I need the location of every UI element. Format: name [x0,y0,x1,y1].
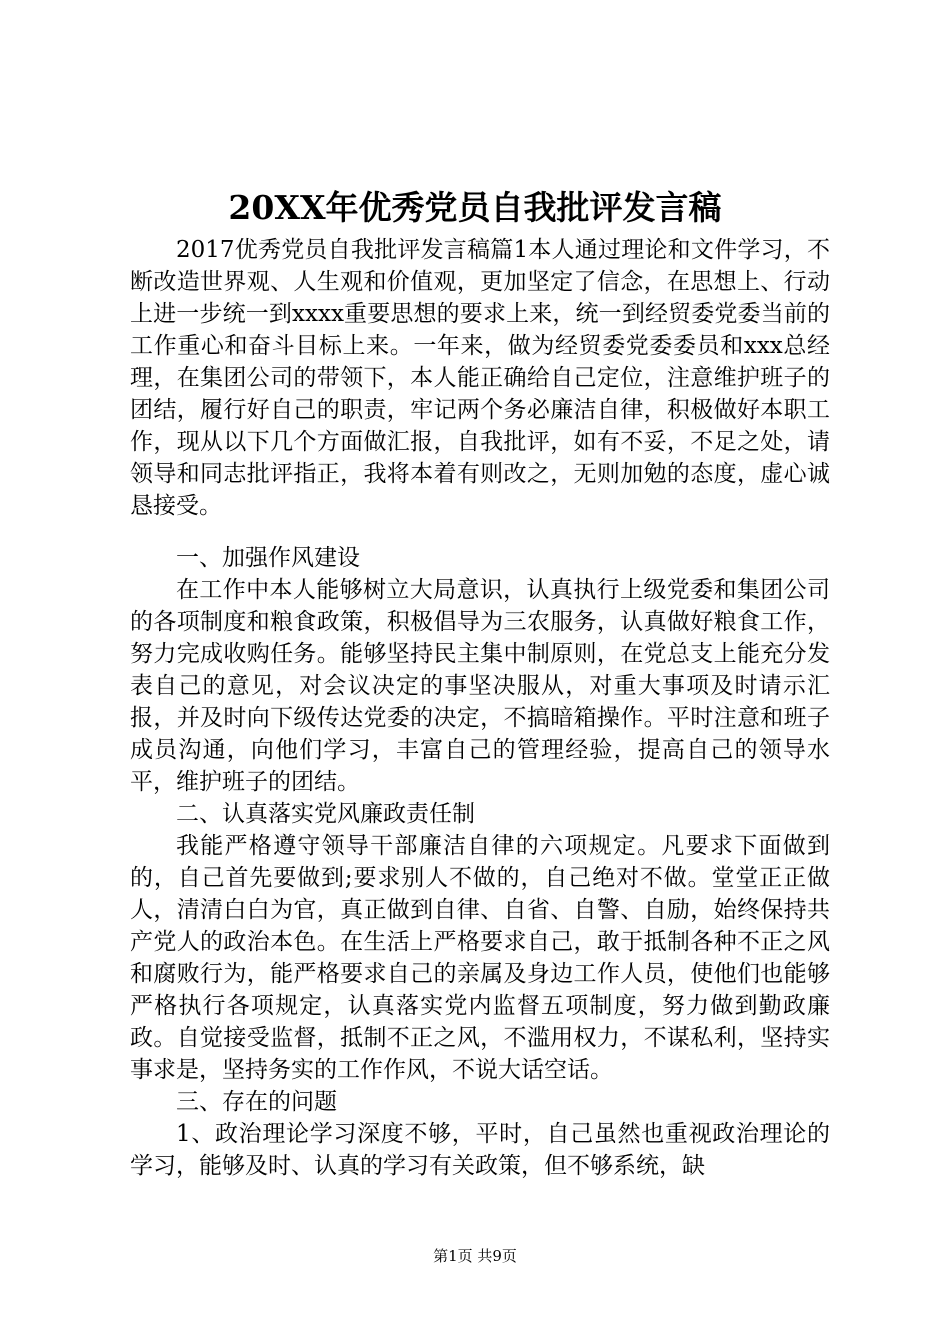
page-footer: 第1页 共9页 [433,1247,517,1265]
document-body [130,234,830,1182]
section-heading-2: 二、认真落实党风廉政责任制 [176,801,475,827]
section-2-paragraph: 我能严格遵守领导干部廉洁自律的六项规定。凡要求下面做到的，自己首先要做到;要求别人不做的，自己绝对不做。堂堂正正做人，清清白白为官，真正做到自律、自省、自警、自励，始终保持共产党人的政治本色。在生活上严格要求自己，敢于抵制各种不正之风和腐败行为，能严格要求自己的亲属及身边工作人员，使他们也能够严格执行各项规定，认真落实党内监督五项制度，努力做到勤政廉政。自觉接受监督，抵制不正之风，不滥用权力，不谋私利，坚持实事求是，坚持务实的工作作风，不说大话空话。 [130,833,830,1083]
document-title: 20XX年优秀党员自我批评发言稿 [228,188,722,227]
section-heading-3: 三、存在的问题 [176,1089,337,1115]
section-3-paragraph: 1、政治理论学习深度不够，平时，自己虽然也重视政治理论的学习，能够及时、认真的学习有关政策，但不够系统，缺 [130,1121,830,1179]
section-1-paragraph: 在工作中本人能够树立大局意识，认真执行上级党委和集团公司的各项制度和粮食政策，积极倡导为三农服务，认真做好粮食工作，努力完成收购任务。能够坚持民主集中制原则，在党总支上能充分发表自己的意见，对会议决定的事坚决服从，对重大事项及时请示汇报，并及时向下级传达党委的决定，不搞暗箱操作。平时注意和班子成员沟通，向他们学习，丰富自己的管理经验，提高自己的领导水平，维护班子的团结。 [130,577,830,795]
section-heading-1: 一、加强作风建设 [176,545,360,571]
intro-paragraph: 2017优秀党员自我批评发言稿篇1本人通过理论和文件学习，不断改造世界观、人生观和价值观，更加坚定了信念，在思想上、行动上进一步统一到xxxx重要思想的要求上来，统一到经贸委党委当前的工作重心和奋斗目标上来。一年来，做为经贸委党委委员和xxx总经理，在集团公司的带领下，本人能正确给自己定位，注意维护班子的团结，履行好自己的职责，牢记两个务必廉洁自律，积极做好本职工作，现从以下几个方面做汇报，自我批评，如有不妥，不足之处，请领导和同志批评指正，我将本着有则改之，无则加勉的态度，虚心诚恳接受。 [130,237,830,519]
